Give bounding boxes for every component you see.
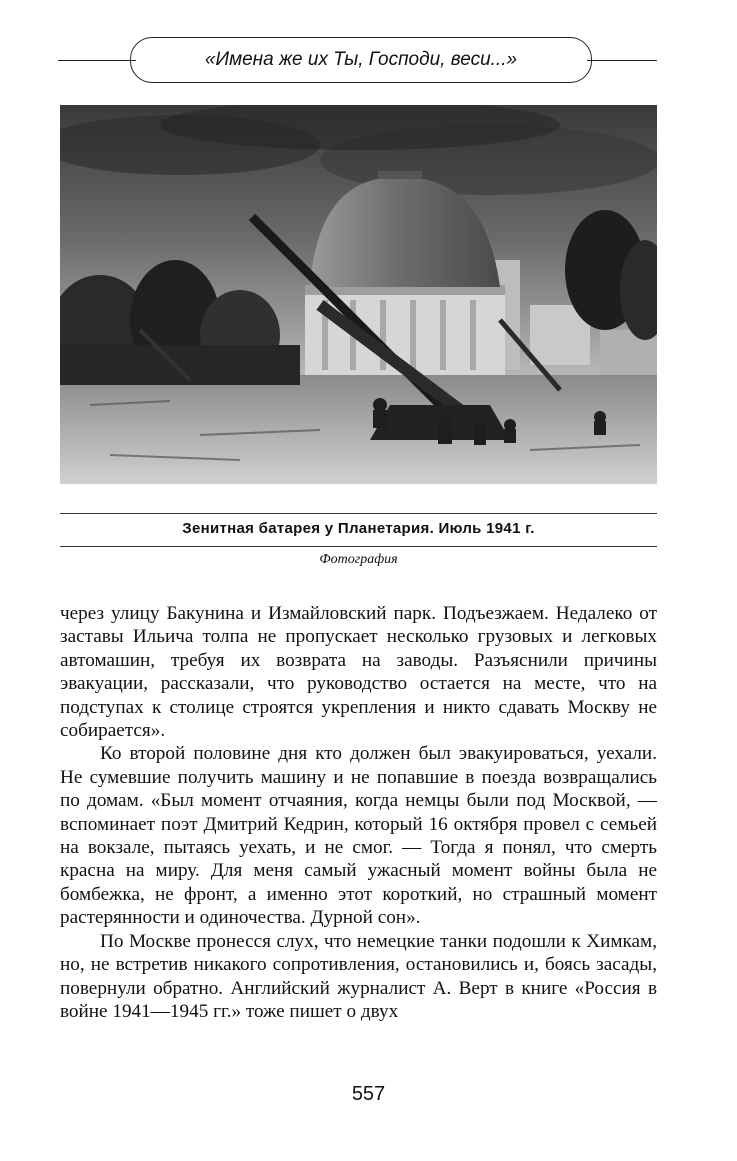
caption-rule-bottom (60, 546, 657, 547)
paragraph-1: через улицу Бакунина и Измайловский парк. Подъезжаем. Недалеко от заставы Ильича толпа не пропускает несколько грузовых и легковых автомашин, требуя их возврата на заводы. Разъяснили причины эвакуации, рассказали, что руководство остается на месте, что на подступах к столице строятся укрепления и никто сдавать Москву не собирается». (60, 603, 657, 742)
photograph-anti-aircraft-battery (60, 105, 657, 484)
page-number: 557 (351, 1083, 386, 1105)
running-header (130, 37, 592, 83)
paragraph-3: По Москве пронесся слух, что немецкие танки подошли к Химкам, но, не встретив никакого сопротивления, остановились и, боясь засады, повернули обратно. Английский журналист А. Верт в книге «Россия в войне 1941—1945 гг.» тоже пишет о двух (60, 930, 657, 1022)
figure-credit: Фотография (319, 552, 398, 567)
header-rule-right (587, 60, 657, 61)
caption-rule-top (60, 513, 657, 514)
figure-caption: Зенитная батарея у Планетария. Июль 1941 г. (182, 520, 535, 537)
header-rule-left (58, 60, 136, 61)
body-text (60, 602, 657, 1023)
paragraph-2: Ко второй половине дня кто должен был эвакуироваться, уехали. Не сумевшие получить машину и не попавшие в поезда возвращались по домам. «Был момент отчаяния, когда немцы были под Москвой, — вспоминает поэт Дмитрий Кедрин, который 16 октября провел с семьей на вокзале, пытаясь уехать, и не смог. — Тогда я понял, что смерть красна на миру. Для меня самый ужасный момент войны была не бомбежка, не фронт, а именно этот короткий, но страшный момент растерянности и одиночества. Дурной сон». (60, 743, 657, 929)
running-header-title: «Имена же их Ты, Господи, веси...» (204, 49, 518, 70)
